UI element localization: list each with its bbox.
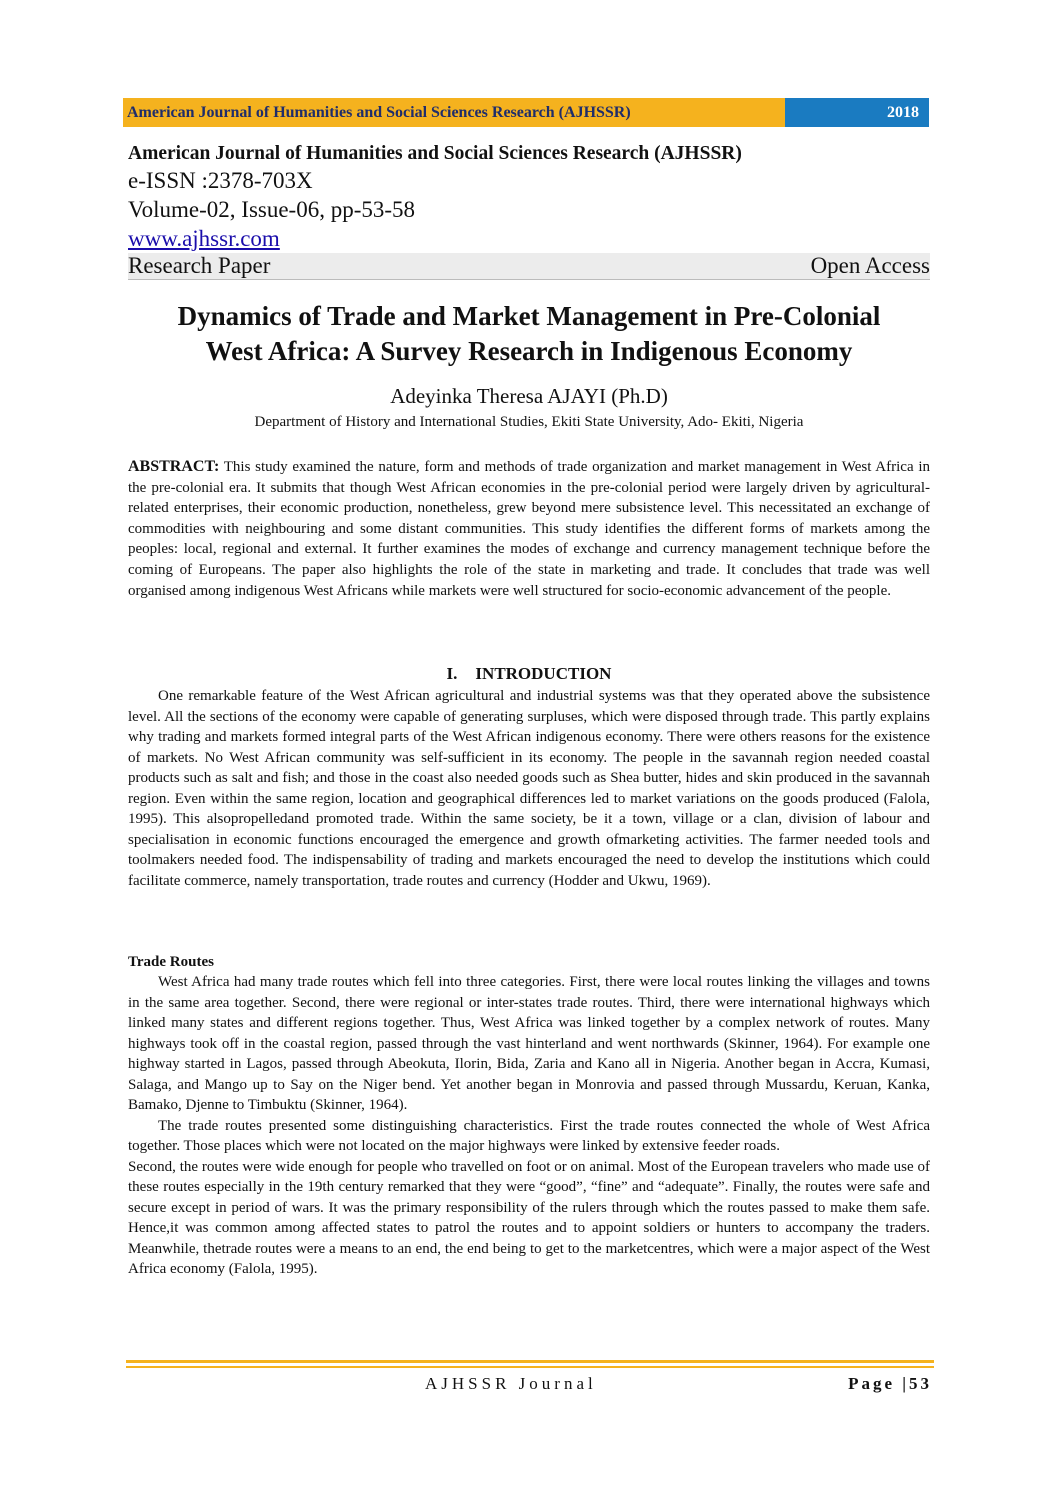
trade-routes-body [128,972,930,1280]
introduction-paragraph: One remarkable feature of the West African agricultural and industrial systems was that they operated above the subsistence level. All the sections of the economy were capable of generating surpluses, which were disposed through trade. This partly explains why trading and markets formed integral parts of the West African indigenous economy. There were others reasons for the existence of markets. No West African community was self-sufficient in its economy. The people in the savannah region needed coastal products such as salt and fish; and those in the coast also needed goods such as Shea butter, hides and skin produced in the savannah region. Even within the same region, location and geographical differences led to market variations on the goods produced (Falola, 1995). This alsopropelledand promoted trade. Within the same society, be it a town, village or a clan, division of labour and specialisation in economic functions encouraged the emergence and growth ofmarketing activities. The farmer needed tools and toolmakers needed food. The indispensability of trading and markets encouraged the need to develop the institutions which could facilitate commerce, namely transportation, trade routes and currency (Hodder and Ukwu, 1969). [128,688,930,889]
footer-rule-thin [126,1366,934,1368]
journal-website-link[interactable]: www.ajhssr.com [128,226,280,251]
running-header-journal: American Journal of Humanities and Social Sciences Research (AJHSSR) [123,98,785,127]
meta-volume: Volume-02, Issue-06, pp-53-58 [128,197,416,222]
author-affiliation: Department of History and International Studies, Ekiti State University, Ado- Ekiti, Nigeria [254,414,804,430]
author-name: Adeyinka Theresa AJAYI (Ph.D) [390,384,668,408]
paper-type-row [128,253,930,280]
footer-rule-thick [126,1360,934,1363]
section-heading-introduction [128,663,930,685]
abstract [128,457,930,601]
subheading-trade-routes: Trade Routes [128,954,214,970]
footer-page-number: Page |53 [848,1374,932,1393]
section-title: INTRODUCTION [475,664,612,683]
meta-issn: e-ISSN :2378-703X [128,168,313,193]
running-header [123,98,929,127]
trade-routes-paragraph-3: Second, the routes were wide enough for people who travelled on foot or on animal. Most of the European travelers who made use of these routes especially in the 19th century remarked that they were “good”, “fine” and “adequate”. Finally, the routes were safe and secure except in period of wars. It was the primary responsibility of the rulers through which the routes passed to make them safe. Hence,it was common among affected states to patrol the routes and to appoint soldiers or hunters to accompany the traders. Meanwhile, thetrade routes were a means to an end, the end being to get to the marketcentres, which were a major aspect of the West Africa economy (Falola, 1995). [128,1158,930,1277]
abstract-label: ABSTRACT: [128,458,220,475]
trade-routes-paragraph-2: The trade routes presented some distinguishing characteristics. First the trade routes connected the whole of West Africa together. Those places which were not located on the major highways were linked by extensive feeder roads. [128,1117,930,1154]
journal-meta-block [128,142,930,280]
paper-title-line-1: Dynamics of Trade and Market Management in Pre-Colonial [177,301,881,331]
paper-title [128,299,930,369]
trade-routes-paragraph-1: West Africa had many trade routes which fell into three categories. First, there were local routes linking the villages and towns in the same area together. Second, there were regional or inter-states trade routes. Third, there were international highways which linked many states and different regions together. Thus, West Africa was linked together by a complex network of routes. Many highways took off in the coastal region, passed through the vast hinterland and went northwards (Skinner, 1964). For example one highway started in Lagos, passed through Abeokuta, Ilorin, Bida, Zaria and Kano all in Nigeria. Another began in Accra, Kumasi, Salaga, and Mango up to Say on the Niger bend. Yet another began in Monrovia and passed through Mussardu, Keruan, Kanka, Bamako, Djenne to Timbuktu (Skinner, 1964). [128,974,930,1113]
access-type: Open Access [810,253,930,278]
footer-journal-name: AJHSSR Journal [425,1374,597,1393]
running-header-year: 2018 [785,98,929,127]
introduction-body [128,686,930,891]
paper-type: Research Paper [128,253,271,278]
abstract-text: This study examined the nature, form and methods of trade organization and market management in West Africa in the pre-colonial era. It submits that though West African economies in the pre-colonial period were largely driven by agricultural-related enterprises, their economic production, nonetheless, grew beyond mere subsistence level. This necessitated an exchange of commodities with neighbouring and some distant communities. This study identifies the different forms of markets among the peoples: local, regional and external. It further examines the modes of exchange and currency management technique before the coming of Europeans. The paper also highlights the role of the state in marketing and trade. It concludes that trade was well organised among indigenous West Africans while markets were well structured for socio-economic advancement of the people. [128,459,930,599]
section-number: I. [446,664,458,683]
paper-title-line-2: West Africa: A Survey Research in Indigenous Economy [205,336,853,366]
meta-journal-name: American Journal of Humanities and Social Sciences Research (AJHSSR) [128,143,742,164]
